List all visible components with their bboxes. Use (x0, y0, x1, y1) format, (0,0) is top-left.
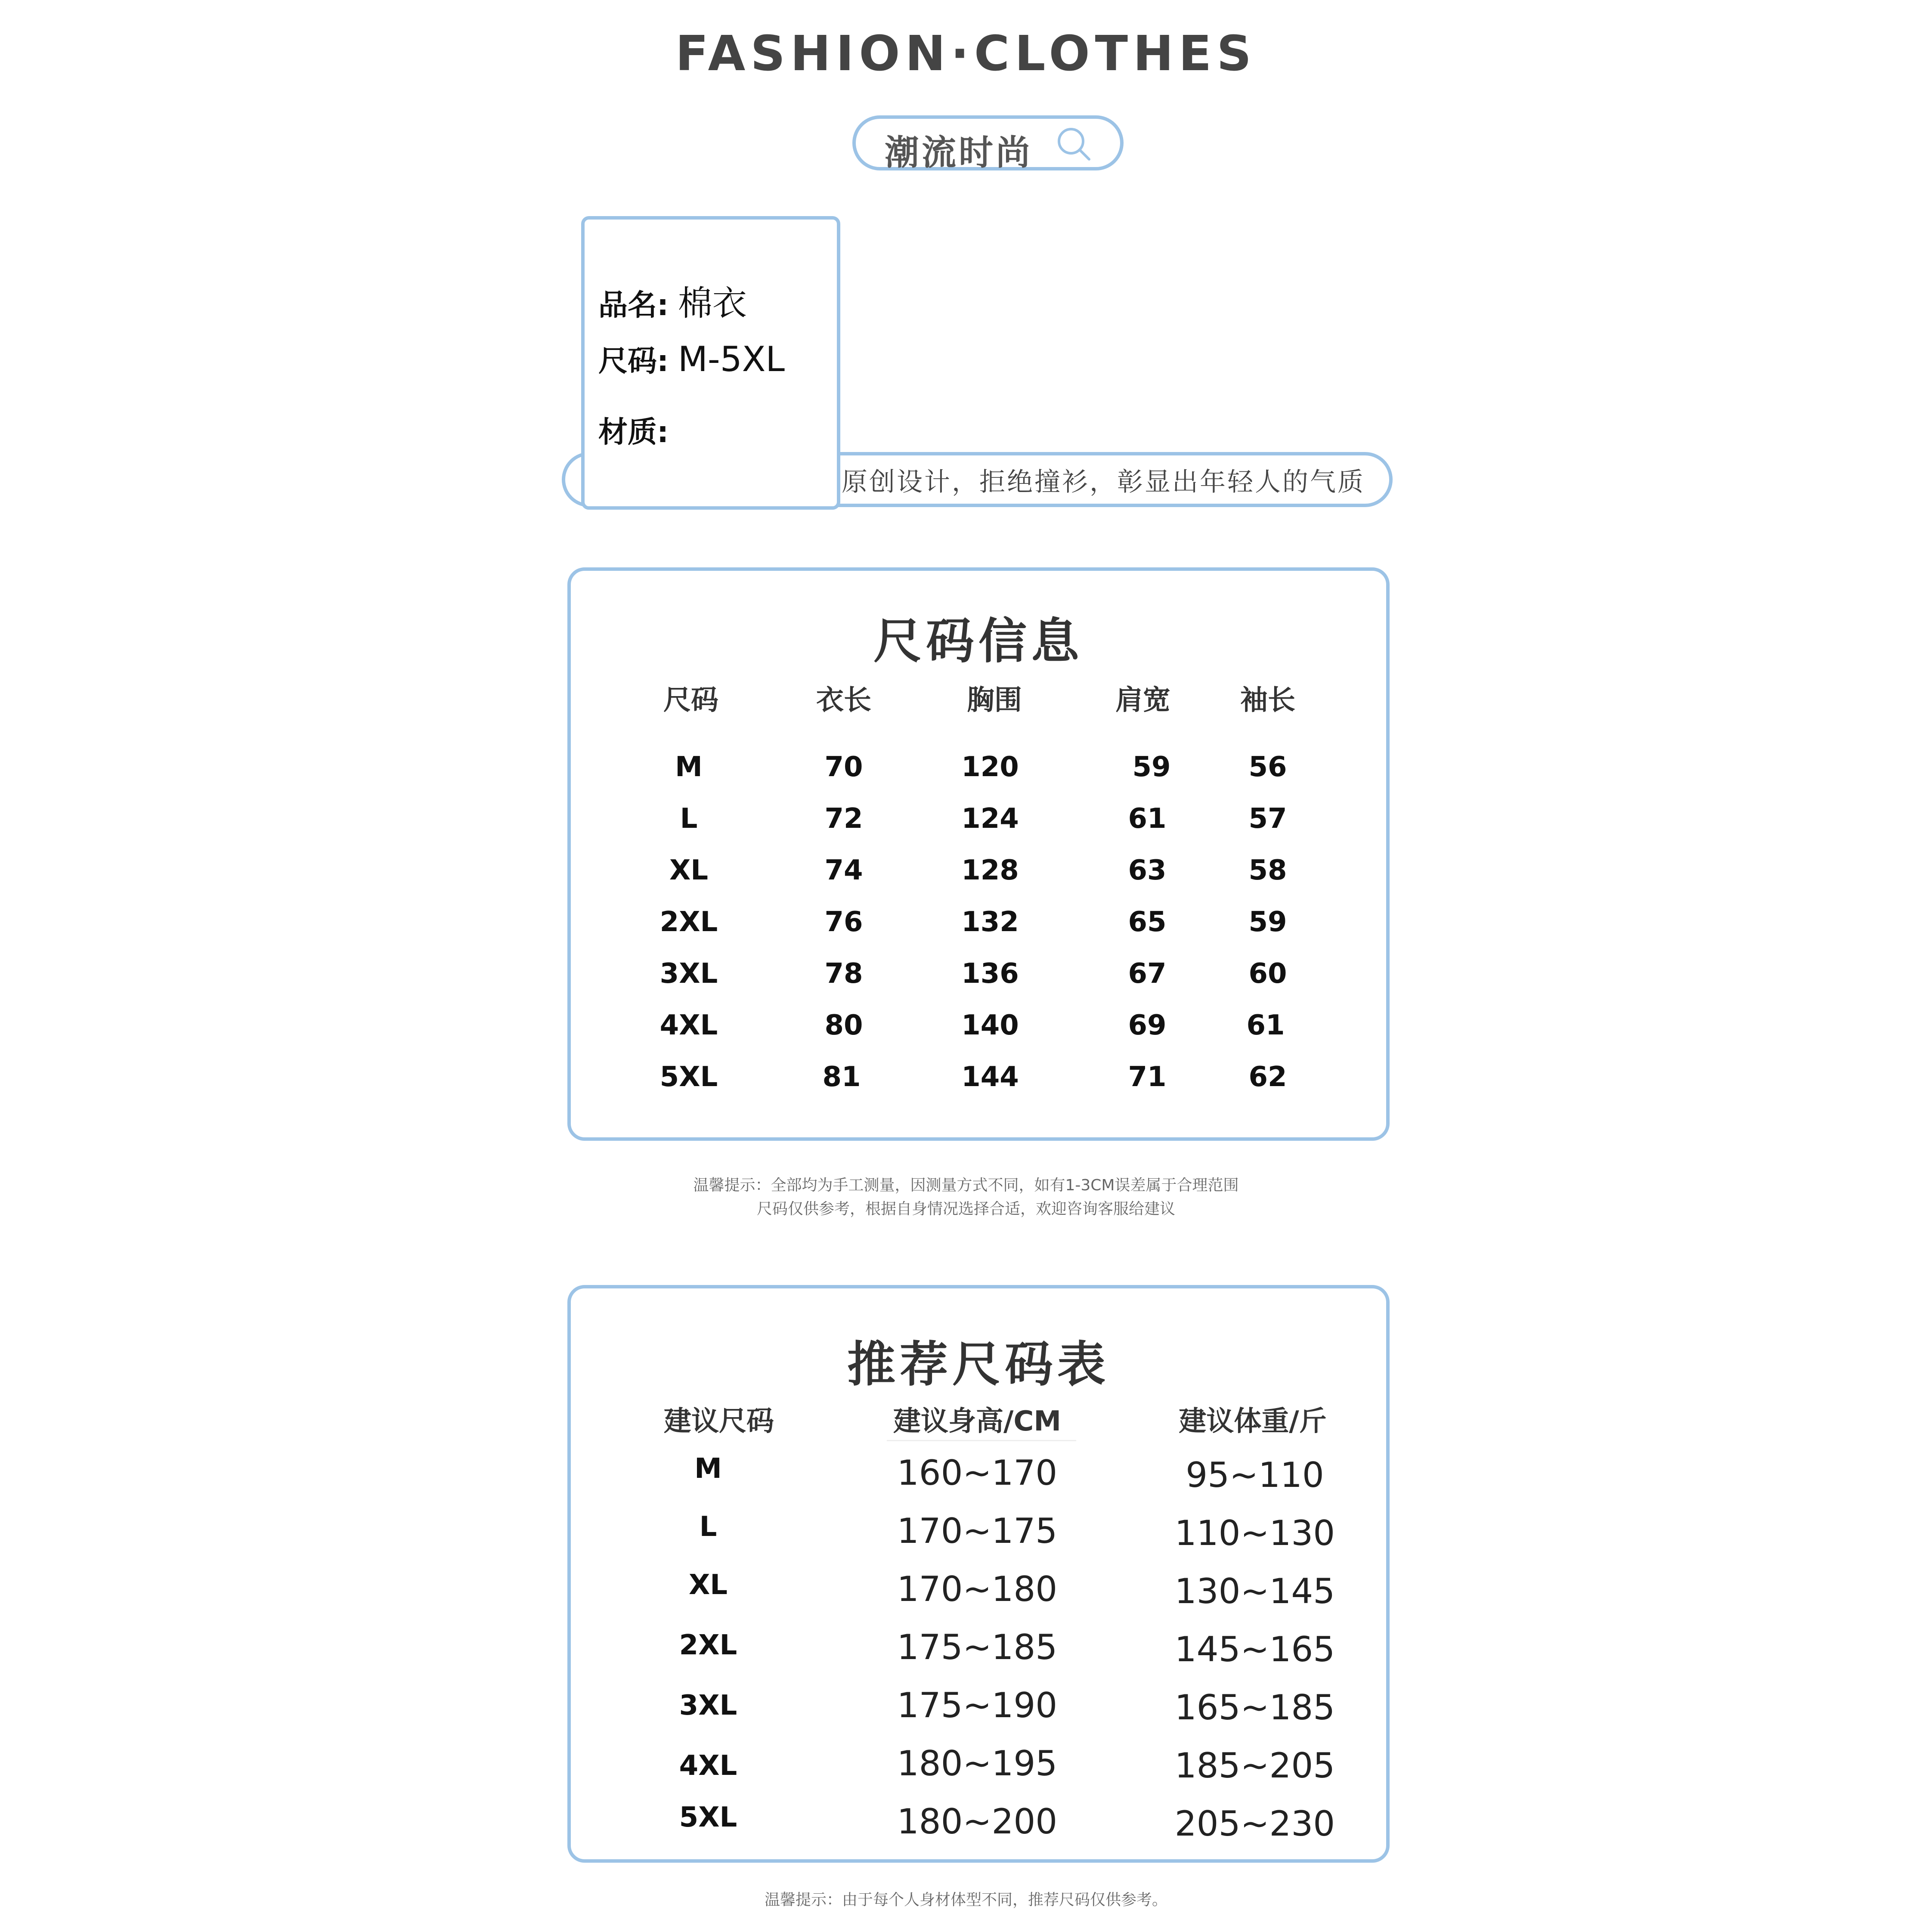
table-cell: 80 (824, 1009, 863, 1041)
rec-height-col-header: 建议身高/CM (893, 1406, 1062, 1437)
table-cell: 3XL (679, 1690, 737, 1721)
table-cell: 175~190 (897, 1685, 1058, 1725)
table-cell: 69 (1128, 1009, 1167, 1041)
table-cell: 145~165 (1174, 1629, 1335, 1669)
table-cell: 180~195 (897, 1743, 1058, 1783)
table-cell: 59 (1248, 906, 1287, 938)
table-cell: 72 (824, 803, 863, 835)
sleeve-col-header: 袖长 (1240, 684, 1295, 716)
rec-size-col-header: 建议尺码 (664, 1406, 774, 1437)
table-cell: 130~145 (1174, 1571, 1335, 1611)
shoulder-col-header: 肩宽 (1115, 684, 1170, 716)
header-underline (887, 1440, 1076, 1441)
recommend-table-title: 推荐尺码表 (847, 1337, 1110, 1393)
size-col-header: 尺码 (663, 684, 718, 716)
table-cell: 5XL (679, 1802, 737, 1833)
table-cell: 95~110 (1186, 1455, 1324, 1495)
table-cell: XL (669, 855, 709, 886)
rec-weight-col-header: 建议体重/斤 (1179, 1406, 1327, 1437)
product-material-row (598, 409, 669, 451)
product-size-row (598, 338, 785, 380)
table-cell: L (699, 1511, 717, 1543)
table-cell: M (694, 1453, 722, 1485)
table-cell: 60 (1248, 958, 1287, 990)
table-cell: 67 (1128, 958, 1167, 990)
size-note-line2: 尺码仅供参考，根据自身情况选择合适，欢迎咨询客服给建议 (756, 1200, 1175, 1218)
table-cell: 128 (961, 855, 1019, 886)
product-name-row (598, 276, 747, 325)
table-cell: 61 (1246, 1009, 1285, 1041)
page-title: FASHION·CLOTHES (675, 26, 1257, 82)
table-cell: 144 (961, 1061, 1019, 1093)
product-name-label: 品名: (598, 288, 669, 322)
table-cell: 70 (824, 751, 863, 783)
table-cell: 71 (1128, 1061, 1167, 1093)
table-cell: 56 (1248, 751, 1287, 783)
chest-col-header: 胸围 (967, 684, 1022, 716)
table-cell: 63 (1128, 855, 1167, 886)
table-cell: 58 (1248, 855, 1287, 886)
table-cell: 2XL (659, 906, 718, 938)
table-cell: 165~185 (1174, 1687, 1335, 1728)
table-cell: 160~170 (897, 1453, 1058, 1493)
table-cell: 65 (1128, 906, 1167, 938)
table-cell: 136 (961, 958, 1019, 990)
table-cell: 3XL (659, 958, 718, 990)
table-cell: 110~130 (1174, 1513, 1335, 1553)
table-cell: XL (688, 1569, 728, 1601)
product-size-value: M-5XL (678, 339, 785, 379)
size-note-line1: 温馨提示：全部均为手工测量，因测量方式不同，如有1-3CM误差属于合理范围 (693, 1177, 1239, 1194)
tag-label: 潮流时尚 (885, 133, 1033, 173)
product-name-value: 棉衣 (678, 283, 747, 323)
table-cell: 62 (1248, 1061, 1287, 1093)
table-cell: 74 (824, 855, 863, 886)
table-cell: 140 (961, 1009, 1019, 1041)
table-cell: 61 (1128, 803, 1167, 835)
table-cell: 5XL (659, 1061, 718, 1093)
table-cell: 57 (1248, 803, 1287, 835)
table-cell: 4XL (679, 1750, 737, 1782)
product-size-label: 尺码: (598, 344, 669, 378)
table-cell: 132 (961, 906, 1019, 938)
table-cell: 81 (822, 1061, 861, 1093)
table-cell: 170~175 (897, 1511, 1058, 1551)
table-cell: 185~205 (1174, 1746, 1335, 1786)
table-cell: M (675, 751, 703, 783)
table-cell: 170~180 (897, 1569, 1058, 1609)
table-cell: 120 (961, 751, 1019, 783)
recommend-note: 温馨提示：由于每个人身材体型不同，推荐尺码仅供参考。 (764, 1891, 1167, 1909)
search-icon (1055, 125, 1093, 164)
length-col-header: 衣长 (816, 684, 871, 716)
table-cell: 4XL (659, 1009, 718, 1041)
table-cell: 2XL (679, 1629, 737, 1661)
table-cell: 59 (1132, 751, 1171, 783)
size-table-title: 尺码信息 (873, 613, 1084, 669)
table-cell: 175~185 (897, 1627, 1058, 1667)
table-cell: 205~230 (1174, 1804, 1335, 1844)
table-cell: 180~200 (897, 1802, 1058, 1842)
table-cell: 78 (824, 958, 863, 990)
table-cell: 124 (961, 803, 1019, 835)
slogan-text: 原创设计，拒绝撞衫，彰显出年轻人的气质 (842, 467, 1365, 497)
product-material-label: 材质: (598, 415, 669, 449)
table-cell: 76 (824, 906, 863, 938)
table-cell: L (680, 803, 698, 835)
